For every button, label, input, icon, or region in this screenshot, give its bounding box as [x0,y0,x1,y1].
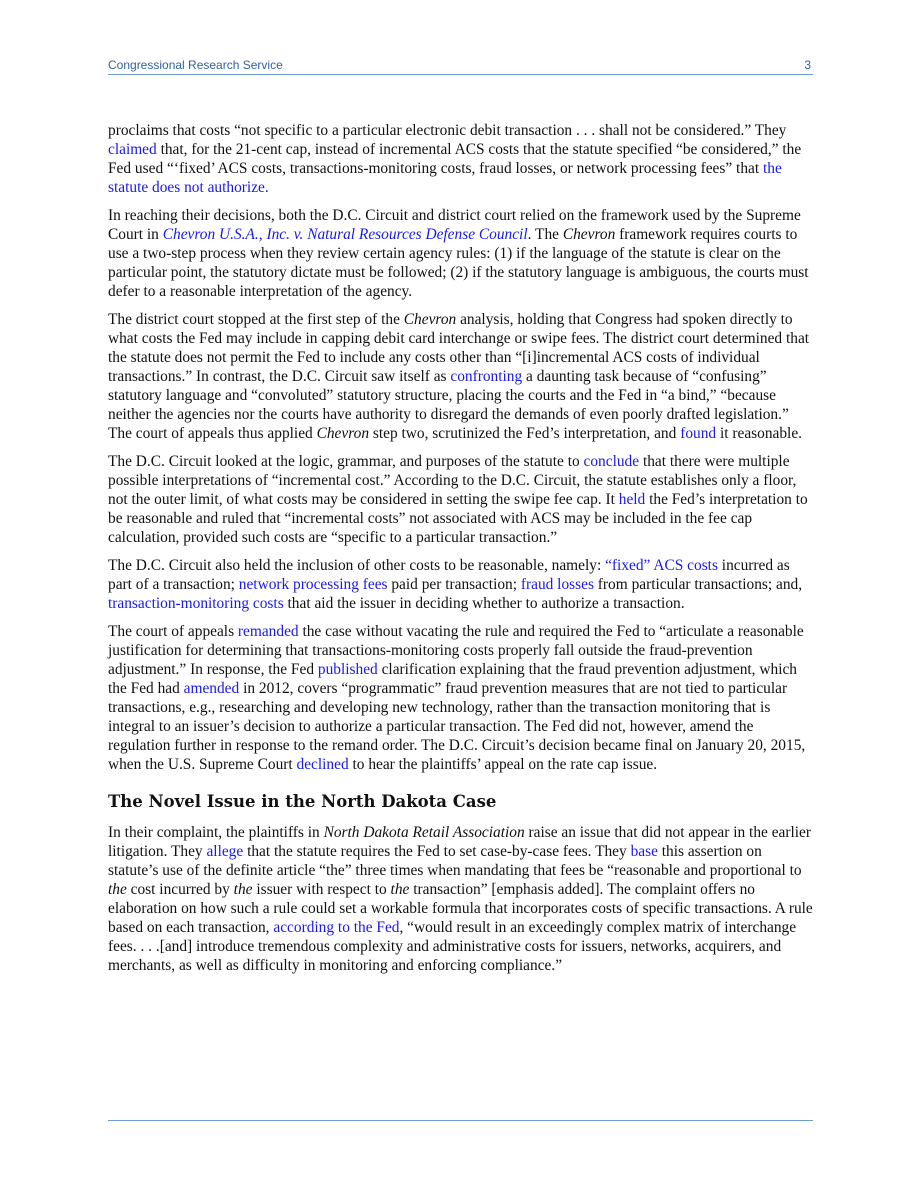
link-according-to-the-fed[interactable]: according to the Fed [273,919,400,936]
page-number: 3 [804,58,811,72]
paragraph-2: In reaching their decisions, both the D.C. Circuit and district court relied on the framework used by the Supreme Court in Chevron U.S.A., Inc. v. Natural Resources Defense Council. The Chevron framework requires courts to use a two-step process when they review certain agency rules: (1) if the language of the statute is clear on the particular point, the statutory dictate must be followed; (2) if the statutory language is ambiguous, the courts must defer to a reasonable interpretation of the agency. [108,207,809,300]
link-fixed-acs-costs[interactable]: “fixed” ACS costs [605,557,718,574]
link-remanded[interactable]: remanded [237,623,299,640]
link-statute-not-authorize[interactable]: the statute does not authorize. [108,160,782,196]
body-text [108,121,814,984]
link-confronting[interactable]: confronting [450,368,523,385]
paragraph-1: proclaims that costs “not specific to a particular electronic debit transaction . . . shall not be considered.” They claimed that, for the 21-cent cap, instead of incremental ACS costs that the statute specified “be considered,” the Fed used “‘fixed’ ACS costs, transactions-monitoring costs, fraud losses, or network processing fees” that the statute does not authorize. [108,122,802,196]
header-rule [108,74,813,75]
paragraph-3: The district court stopped at the first step of the Chevron analysis, holding that Congress had spoken directly to what costs the Fed may include in capping debit card interchange or swipe fees. The district court determined that the statute does not permit the Fed to include any costs other than “[i]incremental ACS costs of individual transactions.” In contrast, the D.C. Circuit saw itself as confronting a daunting task because of “confusing” statutory language and “convoluted” statutory structure, placing the courts and the Fed in “a bind,” “because neither the agencies nor the courts have authority to disregard the demands of even poorly drafted legislation.” The court of appeals thus applied Chevron step two, scrutinized the Fed’s interpretation, and found it reasonable. [108,311,810,442]
paragraph-7: In their complaint, the plaintiffs in North Dakota Retail Association raise an issue that did not appear in the earlier litigation. They allege that the statute requires the Fed to set case-by-case fees. They base this assertion on statute’s use of the definite article “the” three times when mandating that fees be “reasonable and proportional to the cost incurred by the issuer with respect to the transaction” [emphasis added]. The complaint offers no elaboration on how such a rule could set a workable formula that incorporates costs of specific transactions. A rule based on each transaction, according to the Fed, “would result in an exceedingly complex matrix of interchange fees. . . .[and] introduce tremendous complexity and administrative costs for issuers, networks, acquirers, and merchants, as well as difficulty in monitoring and enforcing compliance.” [108,824,813,974]
paragraph-4: The D.C. Circuit looked at the logic, grammar, and purposes of the statute to conclude that there were multiple possible interpretations of “incremental cost.” According to the D.C. Circuit, the statute establishes only a floor, not the outer limit, of what costs may be considered in setting the swipe fee cap. It held the Fed’s interpretation to be reasonable and ruled that “incremental costs” not associated with ACS may be included in the fee cap calculation, provided such costs are “specific to a particular transaction.” [108,453,808,546]
link-conclude[interactable]: conclude [583,453,640,470]
link-transaction-monitoring-costs[interactable]: transaction-monitoring costs [108,595,284,612]
header-source: Congressional Research Service [108,58,283,72]
link-network-processing-fees[interactable]: network processing fees [238,576,388,593]
paragraph-6: The court of appeals remanded the case without vacating the rule and required the Fed to “articulate a reasonable justification for determining that transactions-monitoring costs properly fall outside the fraud-prevention adjustment.” In response, the Fed published clarification explaining that the fraud prevention adjustment, which the Fed had amended in 2012, covers “programmatic” fraud prevention measures that are not tied to particular transactions, e.g., researching and developing new technology, rather than the transaction monitoring that is integral to an issuer’s decision to authorize a particular transaction. The Fed did not, however, amend the regulation further in response to the remand order. The D.C. Circuit’s decision became final on January 20, 2015, when the U.S. Supreme Court declined to hear the plaintiffs’ appeal on the rate cap issue. [108,623,806,773]
link-declined[interactable]: declined [296,756,349,773]
paragraph-5: The D.C. Circuit also held the inclusion of other costs to be reasonable, namely: “fixed” ACS costs incurred as part of a transaction; network processing fees paid per transaction; fraud losses from particular transactions; and, transaction-monitoring costs that aid the issuer in deciding whether to authorize a transaction. [108,557,803,612]
page-header [108,58,813,74]
link-found[interactable]: found [680,425,717,442]
section-heading: The Novel Issue in the North Dakota Case [108,792,497,811]
link-claimed[interactable]: claimed [108,141,157,158]
link-held[interactable]: held [618,491,646,508]
link-allege[interactable]: allege [206,843,244,860]
link-fraud-losses[interactable]: fraud losses [520,576,594,593]
link-base[interactable]: base [630,843,658,860]
link-published[interactable]: published [317,661,378,678]
footer-rule [108,1120,813,1121]
link-amended[interactable]: amended [183,680,240,697]
link-chevron-case[interactable]: Chevron U.S.A., Inc. v. Natural Resources Defense Council [162,226,528,243]
